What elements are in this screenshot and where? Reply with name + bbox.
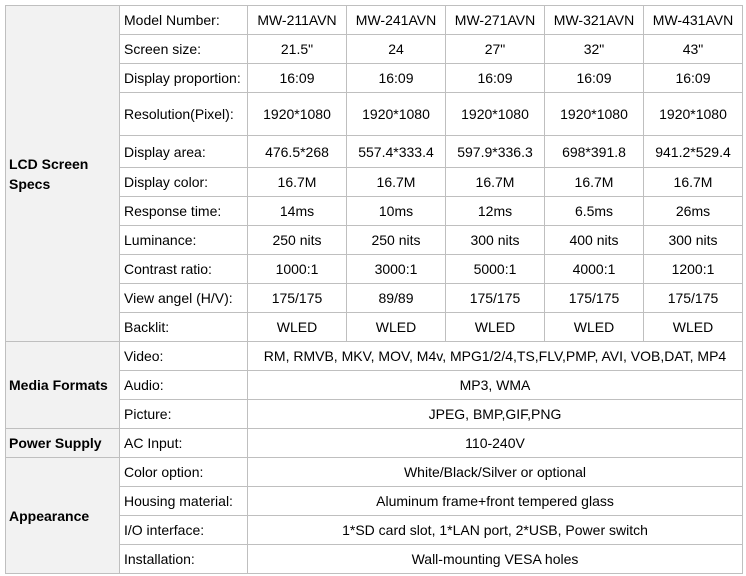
cell-value: 16:09 <box>644 64 743 93</box>
cell-value: 1920*1080 <box>545 93 644 136</box>
cell-value: White/Black/Silver or optional <box>248 458 743 487</box>
cell-value: 1*SD card slot, 1*LAN port, 2*USB, Power switch <box>248 516 743 545</box>
cell-value: 4000:1 <box>545 255 644 284</box>
cell-value: 1920*1080 <box>644 93 743 136</box>
cell-value: 698*391.8 <box>545 136 644 168</box>
cell-value: 175/175 <box>644 284 743 313</box>
cell-value: 16:09 <box>248 64 347 93</box>
cell-value: MW-271AVN <box>446 6 545 35</box>
cell-value: 1920*1080 <box>347 93 446 136</box>
cell-value: 12ms <box>446 197 545 226</box>
cell-value: Aluminum frame+front tempered glass <box>248 487 743 516</box>
cell-value: 21.5" <box>248 35 347 64</box>
cell-value: 10ms <box>347 197 446 226</box>
row-label: Display color: <box>120 168 248 197</box>
row-label: Color option: <box>120 458 248 487</box>
cell-value: 476.5*268 <box>248 136 347 168</box>
cell-value: 6.5ms <box>545 197 644 226</box>
category-power-supply: Power Supply <box>6 429 120 458</box>
cell-value: 3000:1 <box>347 255 446 284</box>
spec-table <box>5 5 743 574</box>
cell-value: 1000:1 <box>248 255 347 284</box>
cell-value: 1920*1080 <box>248 93 347 136</box>
cell-value: 250 nits <box>347 226 446 255</box>
category-media-formats: Media Formats <box>6 342 120 429</box>
row-label: Video: <box>120 342 248 371</box>
cell-value: MW-321AVN <box>545 6 644 35</box>
cell-value: 16:09 <box>446 64 545 93</box>
row-label: Luminance: <box>120 226 248 255</box>
cell-value: 26ms <box>644 197 743 226</box>
cell-value: 1920*1080 <box>446 93 545 136</box>
row-label: Picture: <box>120 400 248 429</box>
row-label: Display area: <box>120 136 248 168</box>
cell-value: 16.7M <box>545 168 644 197</box>
cell-value: 89/89 <box>347 284 446 313</box>
cell-value: 400 nits <box>545 226 644 255</box>
cell-value: 597.9*336.3 <box>446 136 545 168</box>
cell-value: 1200:1 <box>644 255 743 284</box>
row-label: AC Input: <box>120 429 248 458</box>
cell-value: 5000:1 <box>446 255 545 284</box>
cell-value: WLED <box>248 313 347 342</box>
table-row <box>6 458 743 487</box>
cell-value: JPEG, BMP,GIF,PNG <box>248 400 743 429</box>
cell-value: 175/175 <box>446 284 545 313</box>
cell-value: 16.7M <box>248 168 347 197</box>
table-row <box>6 429 743 458</box>
cell-value: MW-211AVN <box>248 6 347 35</box>
cell-value: 175/175 <box>248 284 347 313</box>
cell-value: MW-431AVN <box>644 6 743 35</box>
row-label: I/O interface: <box>120 516 248 545</box>
row-label: Audio: <box>120 371 248 400</box>
cell-value: 300 nits <box>446 226 545 255</box>
row-label: Housing material: <box>120 487 248 516</box>
cell-value: MP3, WMA <box>248 371 743 400</box>
cell-value: 27" <box>446 35 545 64</box>
table-row <box>6 342 743 371</box>
cell-value: RM, RMVB, MKV, MOV, M4v, MPG1/2/4,TS,FLV,PMP, AVI, VOB,DAT, MP4 <box>248 342 743 371</box>
cell-value: WLED <box>545 313 644 342</box>
row-label: Display proportion: <box>120 64 248 93</box>
cell-value: 14ms <box>248 197 347 226</box>
row-label: View angel (H/V): <box>120 284 248 313</box>
cell-value: Wall-mounting VESA holes <box>248 545 743 574</box>
row-label: Resolution(Pixel): <box>120 93 248 136</box>
cell-value: WLED <box>446 313 545 342</box>
cell-value: 175/175 <box>545 284 644 313</box>
row-label: Backlit: <box>120 313 248 342</box>
cell-value: 16:09 <box>545 64 644 93</box>
cell-value: 16:09 <box>347 64 446 93</box>
row-label: Response time: <box>120 197 248 226</box>
cell-value: 941.2*529.4 <box>644 136 743 168</box>
row-label: Installation: <box>120 545 248 574</box>
category-appearance: Appearance <box>6 458 120 574</box>
cell-value: 16.7M <box>446 168 545 197</box>
cell-value: 24 <box>347 35 446 64</box>
table-row <box>6 6 743 35</box>
category-lcd-screen-specs: LCD Screen Specs <box>6 6 120 342</box>
cell-value: WLED <box>644 313 743 342</box>
cell-value: MW-241AVN <box>347 6 446 35</box>
cell-value: 16.7M <box>347 168 446 197</box>
cell-value: 250 nits <box>248 226 347 255</box>
cell-value: 16.7M <box>644 168 743 197</box>
cell-value: 300 nits <box>644 226 743 255</box>
row-label: Screen size: <box>120 35 248 64</box>
cell-value: 32" <box>545 35 644 64</box>
cell-value: 557.4*333.4 <box>347 136 446 168</box>
cell-value: 110-240V <box>248 429 743 458</box>
row-label: Model Number: <box>120 6 248 35</box>
cell-value: 43" <box>644 35 743 64</box>
cell-value: WLED <box>347 313 446 342</box>
row-label: Contrast ratio: <box>120 255 248 284</box>
